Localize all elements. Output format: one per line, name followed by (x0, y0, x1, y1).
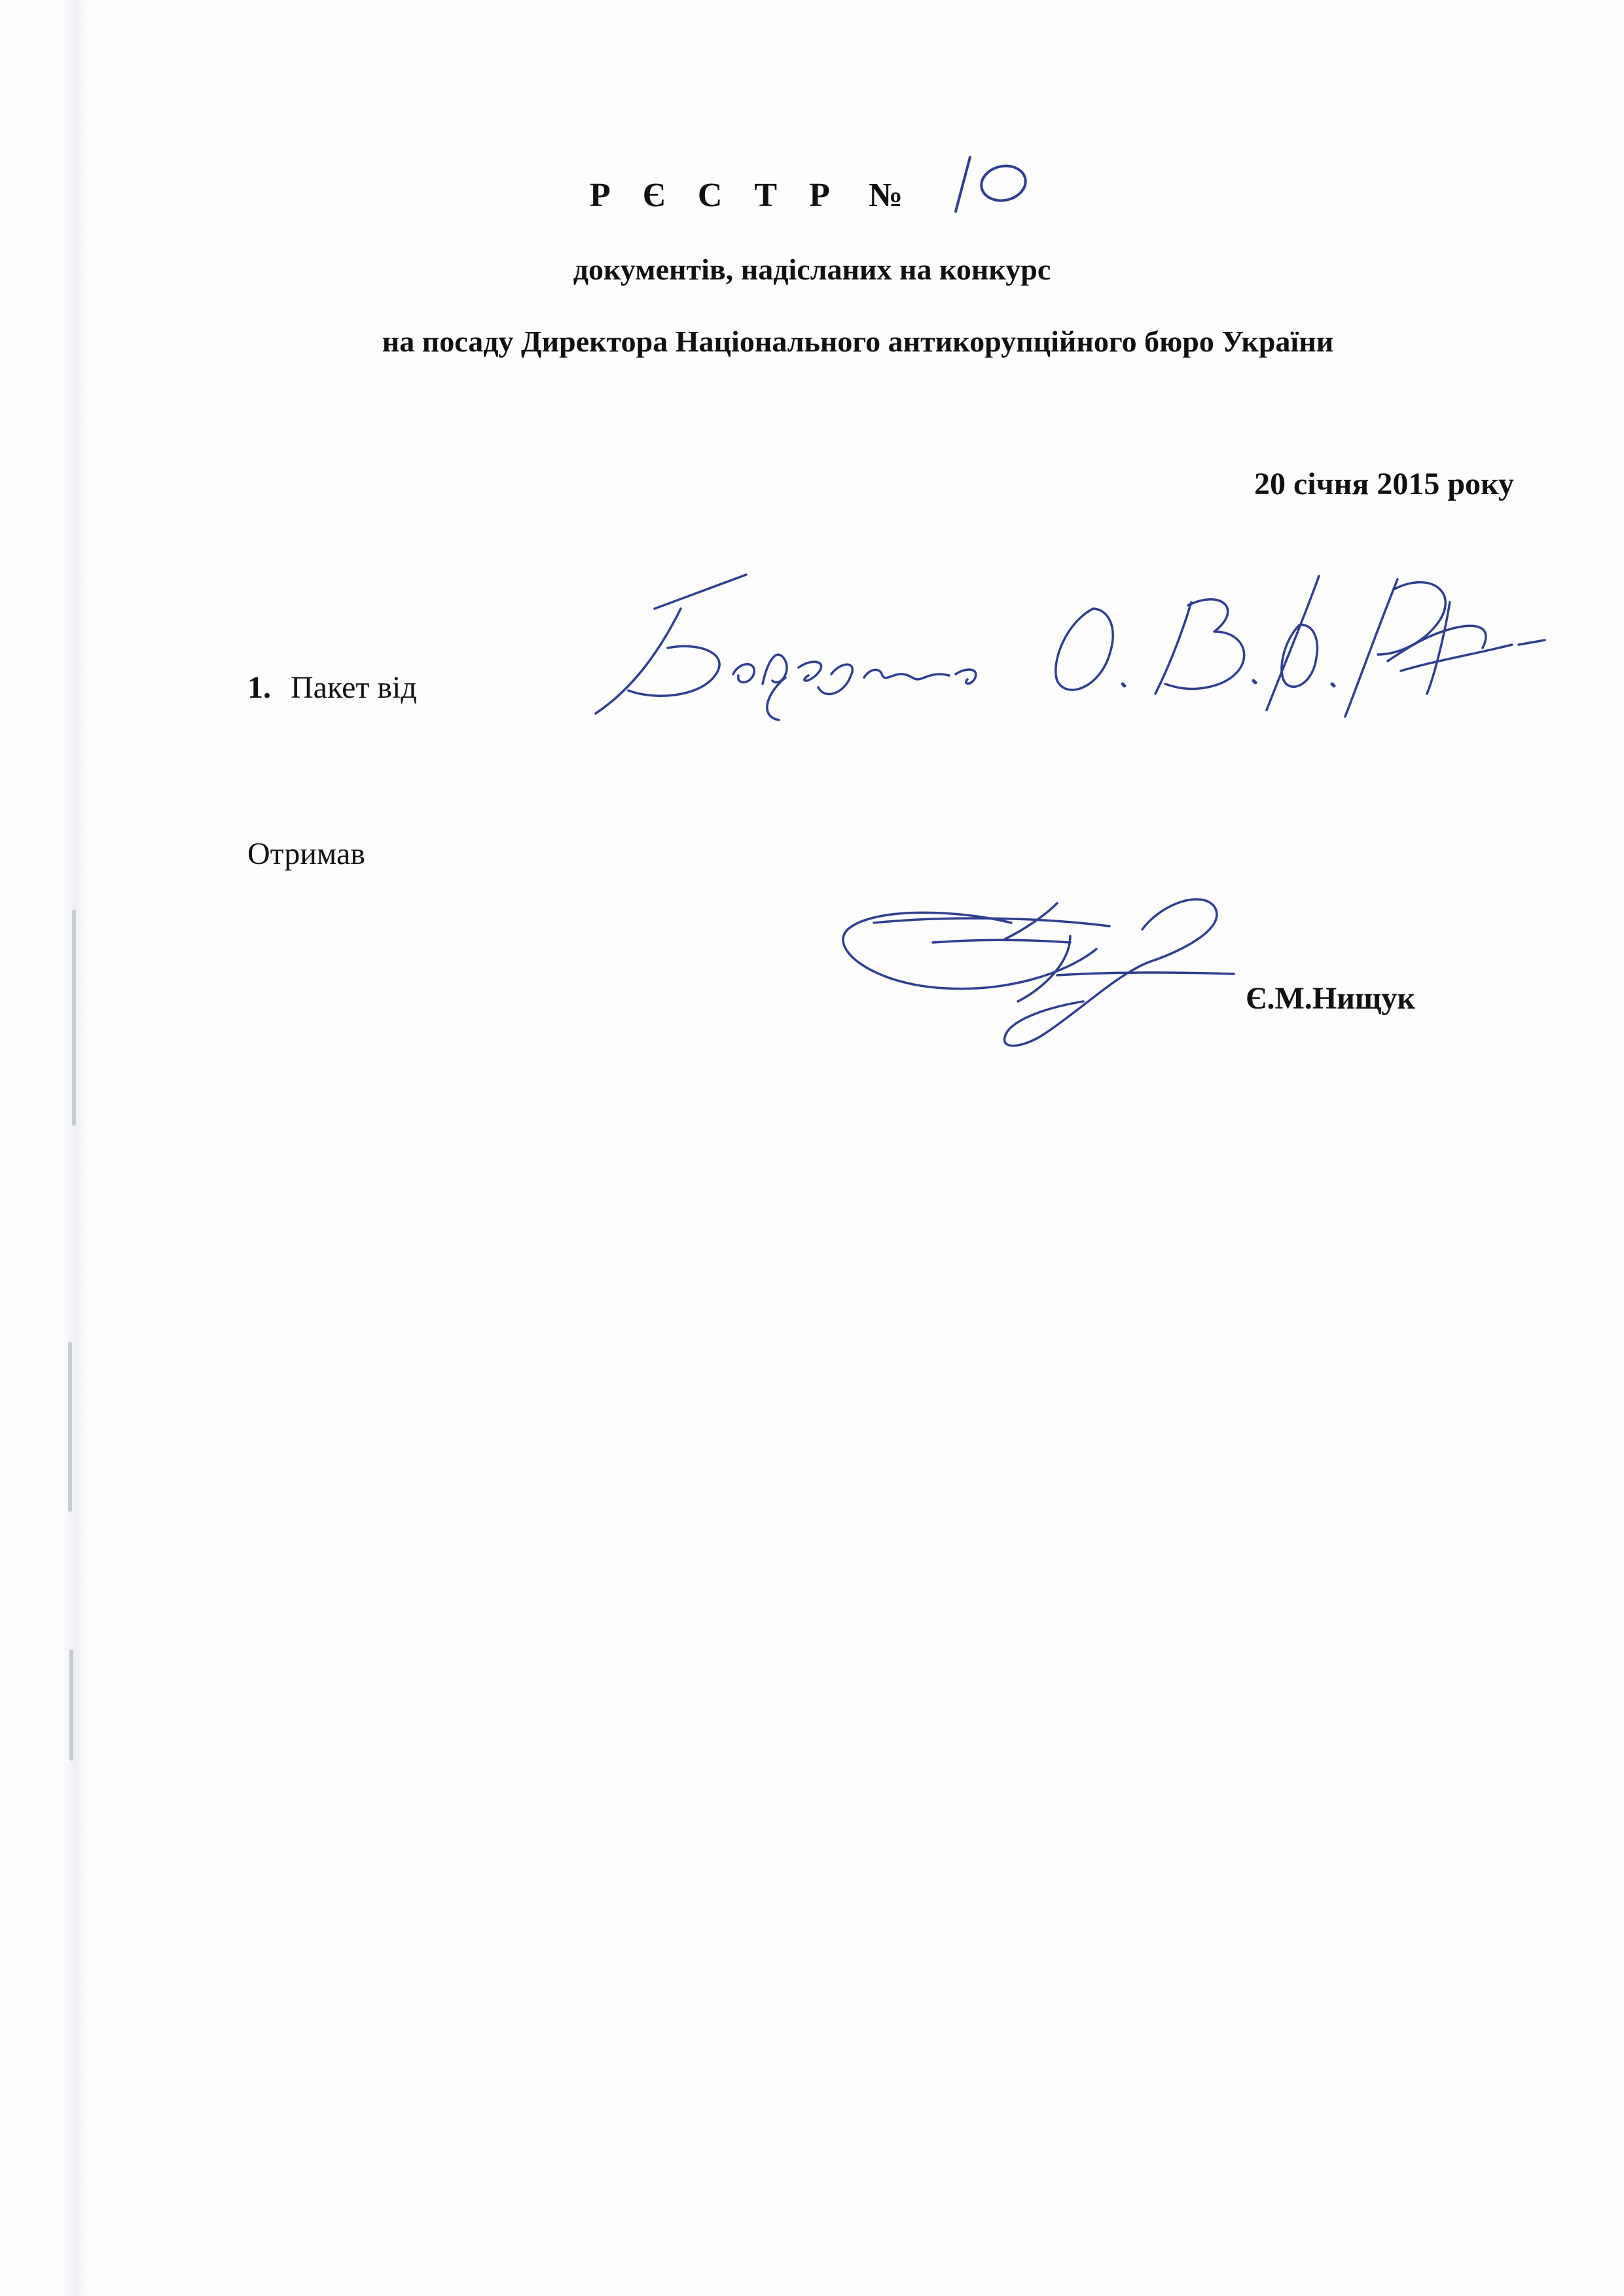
title-word: Р Є С Т Р (589, 176, 842, 214)
scan-artifact (69, 1649, 73, 1761)
number-sign: № (868, 176, 903, 214)
list-item (247, 670, 417, 706)
handwritten-applicant-name (583, 563, 1578, 740)
signer-name: Є.М.Нищук (1246, 981, 1416, 1016)
handwritten-register-number (936, 149, 1034, 221)
subtitle-documents: документів, надісланих на конкурс (573, 253, 1051, 286)
document-title (0, 175, 1624, 221)
received-label: Отримав (247, 836, 365, 871)
document-date: 20 січня 2015 року (1254, 467, 1514, 501)
receiver-signature (835, 877, 1254, 1067)
scan-artifact (72, 910, 76, 1126)
scan-artifact (68, 1342, 72, 1512)
item-number: 1. (247, 670, 271, 705)
subtitle-position: на посаду Директора Національного антикорупційного бюро України (382, 325, 1334, 358)
item-label: Пакет від (291, 670, 417, 705)
